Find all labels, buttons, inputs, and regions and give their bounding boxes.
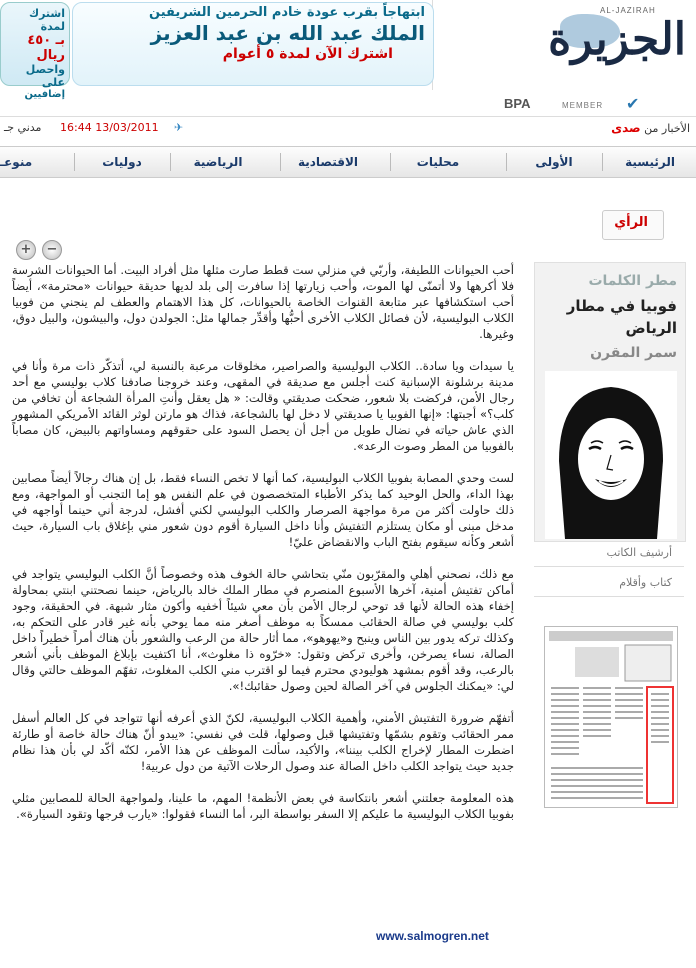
author-website-link[interactable]: www.salmogren.net: [376, 929, 489, 943]
rss-icon[interactable]: ✈: [174, 121, 184, 134]
zoom-in-icon[interactable]: +: [16, 240, 36, 260]
author-name: سمر المقرن: [590, 345, 677, 361]
nav-divider: [390, 153, 391, 171]
ad-king-name: الملك عبد الله بن عبد العزيز: [150, 21, 425, 45]
nav-home[interactable]: الرئيسية: [625, 155, 675, 169]
news-prefix: الأخبار من: [644, 122, 690, 135]
article-paragraph: لست وحدي المصابة بفوبيا الكلاب البوليسية، كما أنها لا تخص النساء فقط، بل إن هناك رجالاً أيضاً مصابين بهذا الداء، والحل الوحيد كما يذكر الأطباء المتخصصون في علم النفس هو إما التجنب أو المواجهة، ومع ذلك حاولت أكثر من مرة مواجهة الصرصار والكلب البوليسي لكني أفشل، لدرجة أني حينما أواجهه في مدخل مبنى أو مكان يستلزم التفتيش وأنا داخل السيارة أقوم دون شعور مني بإغلاق باب السيارة، حيث أشعر وكأنه سيقوم بفتح الباب والانقضاض عليّ!: [12, 471, 514, 549]
nav-sports[interactable]: الرياضية: [193, 155, 243, 169]
nav-divider: [170, 153, 171, 171]
ad-offer-line: إضافيين: [24, 89, 65, 100]
section-header: [0, 210, 696, 238]
article-paragraph: مع ذلك، نصحني أهلي والمقرّبون منّي بتحاشي حالة الخوف هذه وخصوصاً أنَّ الكلب البوليسي يتواجد في أماكن تفتيش أمنية، آخرها الأسبوع المنصرم في مطار الملك خالد بالرياض، حينما نصحتني ابنتي بمحاولة إخفاء هذه الحالة لأنها قد توحي لرجال الأمن بأن معي شيئاً أخفيه وأكون مثار شبهة. في الحقيقة، وجود كلب بوليسي في صالة الحقائب ممسكاً به موظف أصغر منه مما يوحي بأنه غير قادر على التحكم به، وكذلك تركه يدور بين الناس وينبح و«يهوهو»، مما أثار حالة من الرعب والشعور بأن هناك أمراً خطيراً داخل الصالة، نساء يصرخن، وأخرى تركض وتقول: «خرّوه ذا مغلوث»، أنا اكتفيت بإبلاغ الموظف بأني أشعر بالرعب، وقد أقوم بمشهد هوليودي محترم فيما لو اقترب مني الكلب المغلوث، تفهّم الموظف حالتي وقال لي: «يمكنك الجلوس في آخر الصالة لحين وصول حقائبك!».: [12, 567, 514, 693]
ad-offer-box[interactable]: [0, 2, 70, 100]
ad-offer-line: واحصل على: [25, 63, 65, 89]
nav-local[interactable]: محليات: [416, 155, 460, 169]
author-portrait: [545, 371, 677, 539]
column-name: مطر الكلمات: [588, 273, 677, 289]
section-title: الرأي: [614, 215, 648, 230]
nav-divider: [506, 153, 507, 171]
news-source[interactable]: [611, 121, 690, 135]
nav-economy[interactable]: الاقتصادية: [297, 155, 359, 169]
nav-divider: [280, 153, 281, 171]
nav-first[interactable]: الأولى: [535, 155, 573, 169]
bpa-logo: BPA: [504, 96, 531, 111]
city-label: مدني جـ: [4, 121, 42, 134]
checkmark-icon: ✔: [626, 94, 640, 113]
bpa-member-label: MEMBER: [562, 101, 604, 110]
article-paragraph: هذه المعلومة جعلتني أشعر بانتكاسة في بعض الأنظمة! المهم، ما علينا، ولمواجهة الحالة للمصابين مثلي بفوبيا الكلاب البوليسية ما عليكم إلا السفر بواسطة البر، أما النساء فقولوا: «يارب فرجها وتقود السيارة».: [12, 791, 514, 821]
nav-international[interactable]: دوليات: [102, 155, 142, 169]
article-paragraph: يا سيدات ويا سادة.. الكلاب البوليسية والصراصير، مخلوقات مرعبة بالنسبة لي، أتذكّر ذات مرة وأنا في مدينة برشلونة الإسبانية كنت أجلس مع صديقة في المقهى، وعند خروجنا صادفنا كلاب بوليسي مع أحد رجال الأمن، فركضت بلا شعور، ضحكت صديقتي وقالت: « هل يعقل وأنتِ المرأة الشجاعة أن تخافي من كلب؟» أجبتها: «إنها الفوبيا يا صديقتي لا دخل لها بالشجاعة، فذاك هو مارتن لوثر القائد الأمريكي المشهور الذي عاش حياته في نضال طويل من أجل أن يحصل السود على حقوقهم ومساواتهم بالبيض، كان مصاباً بالفوبيا من المطر وصوت الرعد».: [12, 359, 514, 453]
newspaper-page-thumbnail[interactable]: [544, 626, 678, 808]
ad-offer-price: بـ ٤٥٠ ريال: [27, 33, 65, 63]
main-nav: [0, 146, 696, 178]
nav-divider: [602, 153, 603, 171]
article-paragraph: أتفهّم ضرورة التفتيش الأمني، وأهمية الكلاب البوليسية، لكنّ الذي أعرفه أنها تتواجد في كل العالم أسفل ممر الحقائب وتقوم بشمّها وتفتيشها قبل وصولها، قلت في نفسي: «يبدو أنّ هناك حالة خاصة أو طارئة اضطرت المطار لإخراج الكلب بيننا»، والأكيد، سألت الموظف عن هذا الأمر، لكنّه أكّد لي بأن هذا نظام جديد حيث يتواجد الكلب داخل الصالة عند وصول الرحلات الآتية من دول عربية!: [12, 711, 514, 773]
ad-subscribe-cta: اشترك الآن لمدة ٥ أعوام: [222, 46, 393, 62]
article-body: [12, 262, 514, 838]
subscription-ad-banner[interactable]: [0, 0, 433, 100]
author-archive-link[interactable]: أرشيف الكاتب: [606, 546, 672, 559]
nav-misc[interactable]: منوعـ: [0, 155, 33, 169]
article-paragraph: أحب الحيوانات اللطيفة، وأربّي في منزلي ست قطط صارت مثلها مثل أفراد البيت. أما الحيوانات الشرسة فلا أكرهها ولا أتمنّى لها الموت، وأحب زيارتها إذا سافرت إلى بلد لديها حديقة حيوانات «محترمة»، أيضاً أحب استكشافها عبر متابعة القنوات الخاصة بالحيوانات، كل هذا الاهتمام والعطف لم ينجني من فوبيا الكلاب البوليسية، لأن فصائل الكلاب الأخرى أحبُّها وأقدِّر جمالها مثل: الجولدن دول، والبيشون، والبيل دوق، وغيرها.: [12, 263, 514, 341]
ad-offer-line: اشترك لمدة: [28, 7, 65, 33]
writers-link[interactable]: كتاب وأقلام: [619, 576, 672, 589]
ad-headline: ابتهاجاً بقرب عودة خادم الحرمين الشريفين: [149, 5, 425, 20]
sidebar-divider: [534, 566, 684, 567]
article-title: فوبيا في مطار الرياض: [566, 297, 677, 337]
datetime-label: 16:44 13/03/2011: [60, 121, 159, 134]
info-bar: [0, 116, 696, 141]
logo-english: AL-JAZIRAH: [600, 6, 656, 15]
author-card: [534, 262, 686, 542]
ad-main-box[interactable]: [72, 2, 434, 86]
zoom-out-icon[interactable]: −: [42, 240, 62, 260]
nav-divider: [74, 153, 75, 171]
site-header: [0, 0, 696, 113]
site-logo[interactable]: الجزيرة: [548, 14, 686, 65]
sidebar-divider: [534, 596, 684, 597]
news-brand: صدى: [611, 121, 641, 135]
